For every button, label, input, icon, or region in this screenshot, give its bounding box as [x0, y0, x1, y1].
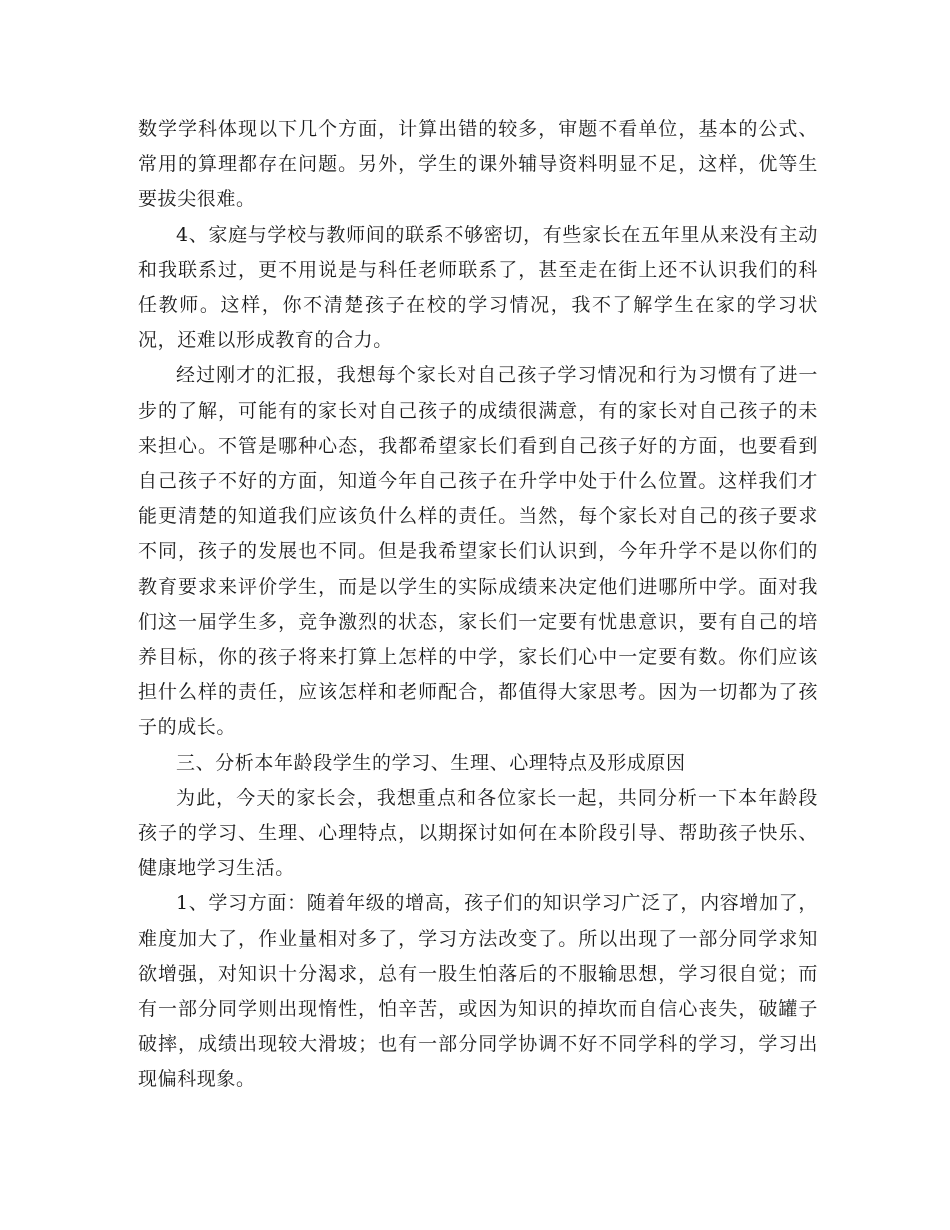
paragraph-learning-aspect: 1、学习方面：随着年级的增高，孩子们的知识学习广泛了，内容增加了，难度加大了，作业量相对多了，学习方法改变了。所以出现了一部分同学求知欲增强，对知识十分渴求，总有一股生怕落后的不服输思想，学习很自觉；而有一部分同学则出现惰性，怕辛苦，或因为知识的掉坎而自信心丧失，破罐子破摔，成绩出现较大滑坡；也有一部分同学协调不好不同学科的学习，学习出现偏科现象。: [138, 892, 818, 1091]
paragraph-meeting-purpose: 为此，今天的家长会，我想重点和各位家长一起，共同分析一下本年龄段孩子的学习、生理、心理特点，以期探讨如何在本阶段引导、帮助孩子快乐、健康地学习生活。: [138, 786, 818, 880]
section-heading-three: 三、分析本年龄段学生的学习、生理、心理特点及形成原因: [176, 751, 686, 774]
paragraph-parent-reflection: 经过刚才的汇报，我想每个家长对自己孩子学习情况和行为习惯有了进一步的了解，可能有的家长对自己孩子的成绩很满意，有的家长对自己孩子的未来担心。不管是哪种心态，我都希望家长们看到自己孩子好的方面，也要看到自己孩子不好的方面，知道今年自己孩子在升学中处于什么位置。这样我们才能更清楚的知道我们应该负什么样的责任。当然，每个家长对自己的孩子要求不同，孩子的发展也不同。但是我希望家长们认识到，今年升学不是以你们的教育要求来评价学生，而是以学生的实际成绩来决定他们进哪所中学。面对我们这一届学生多，竞争激烈的状态，家长们一定要有忧患意识，要有自己的培养目标，你的孩子将来打算上怎样的中学，家长们心中一定要有数。你们应该担什么样的责任，应该怎样和老师配合，都值得大家思考。因为一切都为了孩子的成长。: [138, 364, 818, 739]
document-page: [138, 112, 818, 1098]
paragraph-math-issues: 数学学科体现以下几个方面，计算出错的较多，审题不看单位，基本的公式、常用的算理都存在问题。另外，学生的课外辅导资料明显不足，这样，优等生要拔尖很难。: [138, 118, 818, 211]
paragraph-home-school-contact: 4、家庭与学校与教师间的联系不够密切，有些家长在五年里从来没有主动和我联系过，更不用说是与科任老师联系了，甚至走在街上还不认识我们的科任教师。这样，你不清楚孩子在校的学习情况，我不了解学生在家的学习状况，还难以形成教育的合力。: [138, 223, 818, 352]
